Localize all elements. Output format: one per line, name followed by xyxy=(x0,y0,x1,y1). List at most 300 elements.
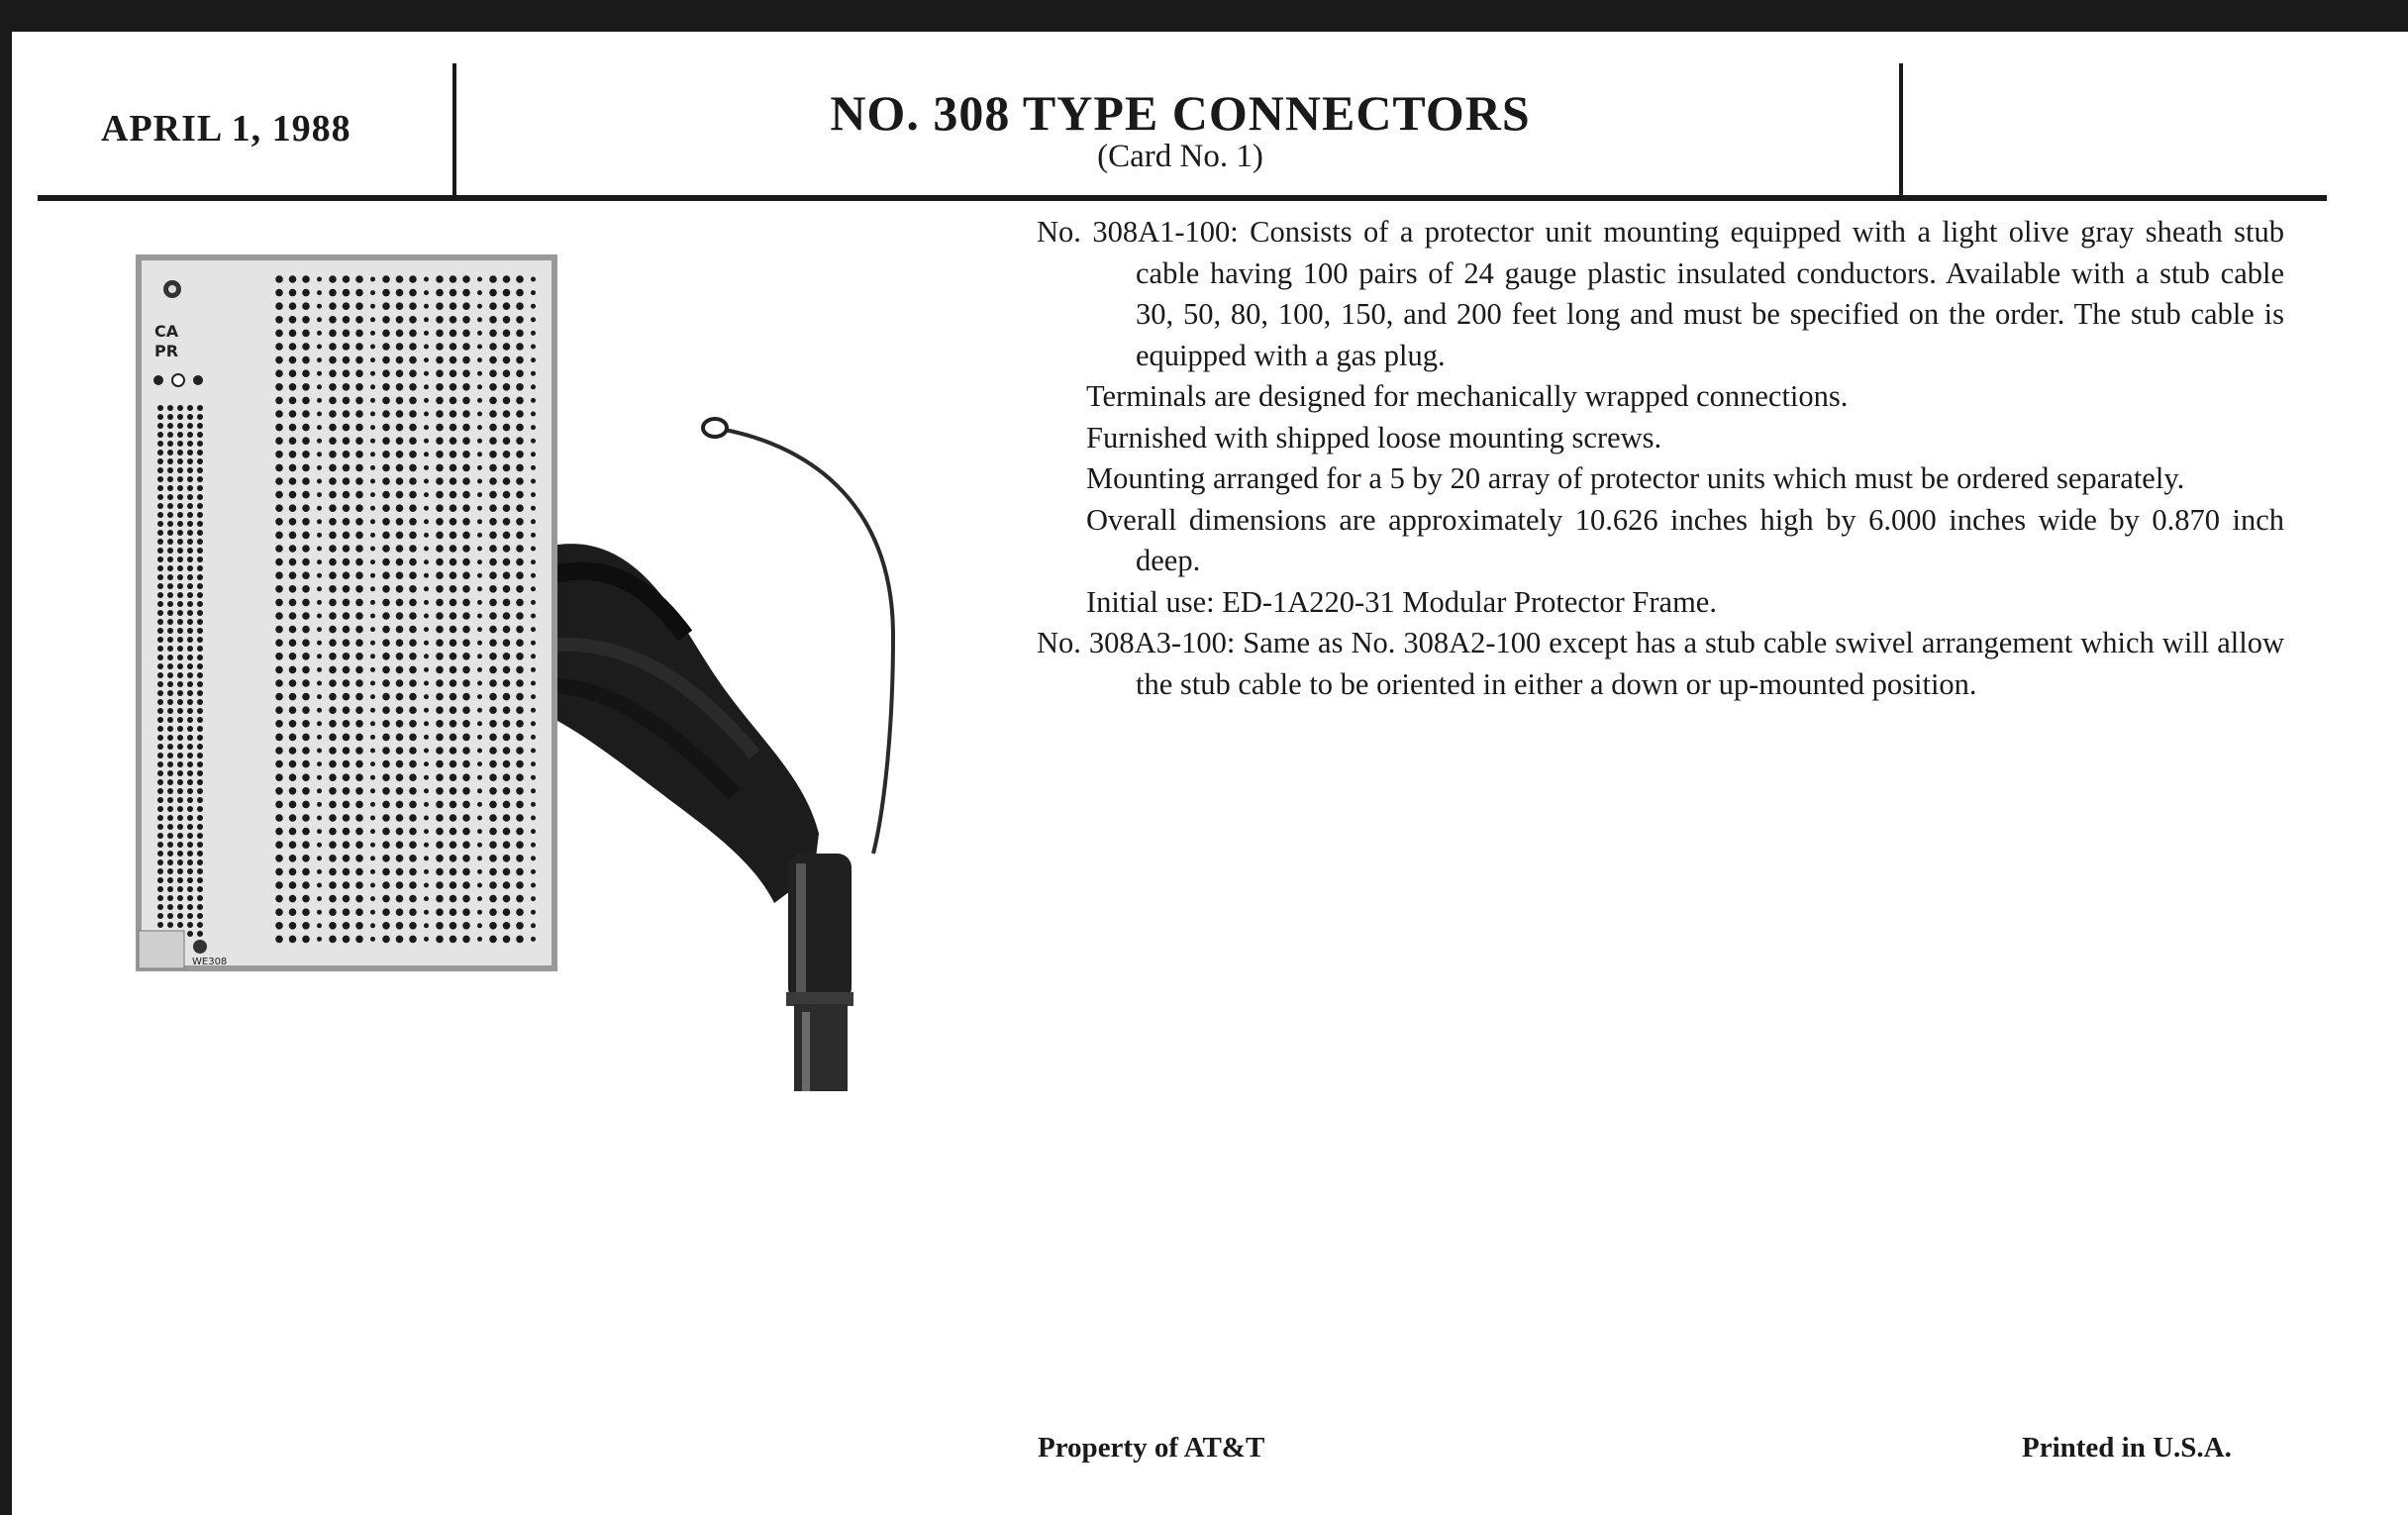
terminal-pin xyxy=(167,851,173,857)
terminal-pin xyxy=(450,626,457,634)
terminal-pin xyxy=(167,735,173,741)
terminal-pin xyxy=(275,518,283,526)
terminal-pin xyxy=(462,760,470,768)
terminal-pin xyxy=(317,708,322,713)
terminal-pin xyxy=(382,855,390,862)
terminal-pin xyxy=(396,828,404,836)
terminal-pin xyxy=(289,424,297,432)
terminal-pin xyxy=(409,841,417,849)
terminal-pin xyxy=(516,316,524,324)
terminal-pin xyxy=(370,357,375,362)
terminal-pin xyxy=(503,504,511,512)
terminal-pin xyxy=(396,626,404,634)
terminal-pin xyxy=(382,801,390,809)
terminal-pin xyxy=(197,797,203,803)
terminal-pin xyxy=(382,545,390,553)
panel-indicator-dot xyxy=(153,375,163,385)
terminal-pin xyxy=(157,583,163,589)
terminal-pin xyxy=(477,843,482,848)
terminal-pin xyxy=(370,290,375,295)
paragraph-dimensions: Overall dimensions are approximately 10.626 inches high by 6.000 inches wide by 0.870 inch deep. xyxy=(1086,502,2284,577)
terminal-pin xyxy=(409,369,417,377)
terminal-pin xyxy=(167,842,173,848)
terminal-pin xyxy=(436,532,444,540)
terminal-pin xyxy=(409,302,417,310)
terminal-pin xyxy=(177,726,183,732)
terminal-pin xyxy=(531,694,536,699)
terminal-pin xyxy=(396,585,404,593)
terminal-pin xyxy=(424,761,429,766)
terminal-pin xyxy=(329,639,337,647)
terminal-pin xyxy=(436,558,444,566)
terminal-pin xyxy=(424,775,429,780)
terminal-pin xyxy=(343,275,351,283)
terminal-pin xyxy=(317,788,322,793)
terminal-pin xyxy=(317,559,322,564)
terminal-pin xyxy=(329,330,337,338)
terminal-pin xyxy=(197,877,203,883)
terminal-pin xyxy=(424,896,429,901)
terminal-pin xyxy=(382,841,390,849)
terminal-pin xyxy=(187,485,193,491)
terminal-pin xyxy=(489,464,497,472)
terminal-pin xyxy=(424,573,429,578)
terminal-pin xyxy=(409,747,417,755)
terminal-pin xyxy=(275,397,283,405)
terminal-pin xyxy=(396,424,404,432)
terminal-pin xyxy=(329,585,337,593)
terminal-pin xyxy=(187,690,193,696)
terminal-pin xyxy=(343,491,351,499)
terminal-pin xyxy=(462,734,470,742)
terminal-pin xyxy=(167,770,173,776)
terminal-pin xyxy=(424,749,429,754)
terminal-pin xyxy=(424,788,429,793)
terminal-pin xyxy=(187,414,193,420)
catalog-card xyxy=(12,32,2408,1515)
terminal-pin xyxy=(477,761,482,766)
terminal-pin xyxy=(503,747,511,755)
terminal-pin xyxy=(450,922,457,930)
cable-jacket-band xyxy=(786,992,853,1006)
terminal-pin xyxy=(436,787,444,795)
terminal-pin xyxy=(436,814,444,822)
terminal-pin xyxy=(396,491,404,499)
terminal-pin xyxy=(450,908,457,916)
terminal-pin xyxy=(289,369,297,377)
terminal-pin xyxy=(302,330,310,338)
terminal-pin xyxy=(503,639,511,647)
terminal-pin xyxy=(436,302,444,310)
terminal-pin xyxy=(302,747,310,755)
terminal-pin xyxy=(503,666,511,674)
terminal-pin xyxy=(157,922,163,928)
terminal-pin xyxy=(317,479,322,484)
terminal-pin xyxy=(382,814,390,822)
terminal-pin xyxy=(424,371,429,376)
terminal-pin xyxy=(531,721,536,726)
terminal-pin xyxy=(477,869,482,874)
terminal-pin xyxy=(329,855,337,862)
terminal-pin xyxy=(187,770,193,776)
terminal-pin xyxy=(329,922,337,930)
terminal-pin xyxy=(317,843,322,848)
terminal-pin xyxy=(197,583,203,589)
terminal-pin xyxy=(355,558,363,566)
terminal-pin xyxy=(329,532,337,540)
terminal-pin xyxy=(157,574,163,580)
terminal-pin xyxy=(289,343,297,351)
terminal-pin xyxy=(409,599,417,607)
terminal-pin xyxy=(329,451,337,458)
terminal-pin xyxy=(167,788,173,794)
terminal-pin xyxy=(167,761,173,767)
terminal-pin xyxy=(396,275,404,283)
terminal-pin xyxy=(187,753,193,758)
terminal-pin xyxy=(329,397,337,405)
terminal-pin xyxy=(462,491,470,499)
terminal-pin xyxy=(157,690,163,696)
terminal-pin xyxy=(436,289,444,297)
terminal-pin xyxy=(317,317,322,322)
terminal-pin xyxy=(503,801,511,809)
terminal-pin xyxy=(477,788,482,793)
terminal-pin xyxy=(516,693,524,701)
terminal-pin xyxy=(187,699,193,705)
terminal-pin xyxy=(409,881,417,889)
terminal-pin xyxy=(355,356,363,364)
terminal-pin xyxy=(409,801,417,809)
terminal-pin xyxy=(157,405,163,411)
terminal-pin xyxy=(157,886,163,892)
terminal-pin xyxy=(197,788,203,794)
terminal-pin xyxy=(167,833,173,839)
terminal-pin xyxy=(187,842,193,848)
card-date: APRIL 1, 1988 xyxy=(101,108,351,150)
terminal-pin xyxy=(275,787,283,795)
terminal-pin xyxy=(275,437,283,445)
terminal-pin xyxy=(275,585,283,593)
terminal-pin xyxy=(462,585,470,593)
terminal-pin xyxy=(302,343,310,351)
terminal-pin xyxy=(177,744,183,750)
terminal-pin xyxy=(382,599,390,607)
terminal-pin xyxy=(167,441,173,447)
terminal-pin xyxy=(450,275,457,283)
terminal-pin xyxy=(531,641,536,646)
terminal-pin xyxy=(462,369,470,377)
terminal-pin xyxy=(177,770,183,776)
terminal-pin xyxy=(355,491,363,499)
terminal-pin xyxy=(329,841,337,849)
terminal-pin xyxy=(167,512,173,518)
terminal-pin xyxy=(177,485,183,491)
terminal-pin xyxy=(516,424,524,432)
panel-label-bottom: PR xyxy=(154,342,179,360)
terminal-pin xyxy=(436,424,444,432)
terminal-pin xyxy=(450,666,457,674)
terminal-pin xyxy=(329,881,337,889)
terminal-pin xyxy=(329,383,337,391)
terminal-pin xyxy=(187,574,193,580)
terminal-pin xyxy=(489,679,497,687)
terminal-pin xyxy=(343,747,351,755)
terminal-pin xyxy=(462,518,470,526)
terminal-pin xyxy=(382,936,390,944)
card-subtitle: (Card No. 1) xyxy=(1097,139,1263,174)
terminal-pin xyxy=(382,343,390,351)
terminal-pin xyxy=(477,856,482,860)
terminal-pin xyxy=(197,663,203,669)
terminal-pin xyxy=(424,667,429,672)
terminal-pin xyxy=(489,330,497,338)
terminal-pin xyxy=(531,816,536,821)
terminal-pin xyxy=(177,877,183,883)
terminal-pin xyxy=(329,626,337,634)
terminal-pin xyxy=(503,679,511,687)
terminal-pin xyxy=(531,519,536,524)
terminal-pin xyxy=(436,639,444,647)
terminal-pin xyxy=(275,760,283,768)
terminal-pin xyxy=(409,828,417,836)
terminal-pin xyxy=(503,936,511,944)
terminal-pin xyxy=(343,922,351,930)
terminal-pin xyxy=(436,356,444,364)
terminal-pin xyxy=(489,747,497,755)
panel-marking: WE308 xyxy=(192,957,228,967)
terminal-pin xyxy=(516,841,524,849)
terminal-pin xyxy=(396,518,404,526)
terminal-pin xyxy=(503,881,511,889)
terminal-pin xyxy=(355,773,363,781)
terminal-pin xyxy=(503,518,511,526)
terminal-pin xyxy=(450,518,457,526)
terminal-pin xyxy=(462,571,470,579)
terminal-pin xyxy=(370,547,375,552)
terminal-pin xyxy=(516,397,524,405)
terminal-pin xyxy=(343,693,351,701)
terminal-pin xyxy=(197,761,203,767)
terminal-pin xyxy=(409,410,417,418)
terminal-pin xyxy=(302,855,310,862)
terminal-pin xyxy=(289,626,297,634)
terminal-pin xyxy=(177,859,183,865)
terminal-pin xyxy=(489,881,497,889)
terminal-pin xyxy=(382,518,390,526)
terminal-pin xyxy=(187,450,193,455)
terminal-pin xyxy=(424,345,429,350)
terminal-pin xyxy=(355,626,363,634)
terminal-pin xyxy=(409,356,417,364)
terminal-pin xyxy=(302,626,310,634)
terminal-pin xyxy=(177,592,183,598)
terminal-pin xyxy=(167,655,173,660)
terminal-pin xyxy=(477,735,482,740)
terminal-pin xyxy=(197,753,203,758)
terminal-pin xyxy=(436,653,444,660)
terminal-pin xyxy=(382,895,390,903)
terminal-pin xyxy=(197,485,203,491)
terminal-pin xyxy=(157,681,163,687)
terminal-pin xyxy=(450,585,457,593)
terminal-pin xyxy=(197,467,203,473)
terminal-pin xyxy=(343,545,351,553)
terminal-pin xyxy=(436,626,444,634)
terminal-pin xyxy=(329,653,337,660)
terminal-pin xyxy=(370,708,375,713)
terminal-pin xyxy=(317,547,322,552)
terminal-pin xyxy=(329,612,337,620)
terminal-pin xyxy=(317,277,322,282)
terminal-pin xyxy=(370,735,375,740)
terminal-pin xyxy=(396,289,404,297)
terminal-pin xyxy=(450,369,457,377)
terminal-pin xyxy=(343,504,351,512)
terminal-pin xyxy=(477,412,482,417)
terminal-pin xyxy=(503,289,511,297)
terminal-pin xyxy=(343,464,351,472)
terminal-pin xyxy=(157,539,163,545)
terminal-pin xyxy=(167,877,173,883)
terminal-pin xyxy=(177,672,183,678)
terminal-pin xyxy=(489,612,497,620)
terminal-pin xyxy=(409,464,417,472)
terminal-pin xyxy=(157,744,163,750)
terminal-pin xyxy=(462,720,470,728)
terminal-pin xyxy=(370,506,375,511)
terminal-pin xyxy=(489,437,497,445)
terminal-pin xyxy=(275,734,283,742)
terminal-pin xyxy=(329,491,337,499)
terminal-pin xyxy=(187,913,193,919)
terminal-pin xyxy=(177,681,183,687)
terminal-pin xyxy=(424,304,429,309)
terminal-pin xyxy=(382,706,390,714)
terminal-pin xyxy=(187,806,193,812)
terminal-pin xyxy=(489,626,497,634)
terminal-pin xyxy=(477,439,482,444)
terminal-pin xyxy=(436,720,444,728)
terminal-pin xyxy=(289,275,297,283)
terminal-pin xyxy=(436,410,444,418)
terminal-pin xyxy=(477,465,482,470)
terminal-pin xyxy=(516,868,524,876)
terminal-pin xyxy=(424,439,429,444)
terminal-pin xyxy=(343,639,351,647)
terminal-pin xyxy=(157,913,163,919)
terminal-pin xyxy=(343,936,351,944)
terminal-pin xyxy=(503,599,511,607)
terminal-pin xyxy=(370,492,375,497)
terminal-pin xyxy=(197,895,203,901)
terminal-pin xyxy=(382,383,390,391)
terminal-pin xyxy=(516,383,524,391)
terminal-pin xyxy=(289,734,297,742)
terminal-pin xyxy=(531,654,536,658)
terminal-pin xyxy=(157,646,163,652)
terminal-pin xyxy=(167,423,173,429)
terminal-pin xyxy=(516,787,524,795)
terminal-pin xyxy=(187,744,193,750)
terminal-pin xyxy=(167,663,173,669)
terminal-pin xyxy=(157,548,163,554)
terminal-pin xyxy=(477,883,482,888)
terminal-pin xyxy=(157,726,163,732)
terminal-pin xyxy=(343,787,351,795)
terminal-pin xyxy=(462,626,470,634)
terminal-pin xyxy=(355,518,363,526)
terminal-pin xyxy=(302,477,310,485)
terminal-pin xyxy=(177,565,183,571)
terminal-pin xyxy=(477,331,482,336)
terminal-pin xyxy=(396,747,404,755)
terminal-pin xyxy=(343,369,351,377)
terminal-pin xyxy=(450,773,457,781)
terminal-pin xyxy=(275,720,283,728)
terminal-pin xyxy=(355,881,363,889)
terminal-pin xyxy=(197,806,203,812)
terminal-pin xyxy=(424,802,429,807)
terminal-pin xyxy=(177,868,183,874)
terminal-pin xyxy=(355,693,363,701)
terminal-pin xyxy=(489,532,497,540)
terminal-pin xyxy=(370,371,375,376)
terminal-pin xyxy=(516,908,524,916)
terminal-pin xyxy=(382,734,390,742)
terminal-pin xyxy=(167,565,173,571)
terminal-pin xyxy=(177,494,183,500)
terminal-pin xyxy=(355,275,363,283)
terminal-pin xyxy=(382,316,390,324)
terminal-pin xyxy=(317,896,322,901)
header-divider-left xyxy=(452,63,456,200)
terminal-pin xyxy=(462,868,470,876)
terminal-pin xyxy=(302,451,310,458)
terminal-pin xyxy=(275,571,283,579)
terminal-pin xyxy=(187,779,193,785)
connector-photo xyxy=(121,220,933,1091)
terminal-pin xyxy=(355,747,363,755)
terminal-pin xyxy=(302,908,310,916)
terminal-pin xyxy=(302,289,310,297)
terminal-pin xyxy=(409,773,417,781)
terminal-pin xyxy=(317,586,322,591)
terminal-pin xyxy=(343,437,351,445)
terminal-pin xyxy=(503,558,511,566)
terminal-pin xyxy=(516,275,524,283)
terminal-pin xyxy=(370,586,375,591)
terminal-pin xyxy=(289,464,297,472)
terminal-pin xyxy=(329,518,337,526)
terminal-pin xyxy=(343,828,351,836)
terminal-pin xyxy=(317,775,322,780)
terminal-pin xyxy=(477,681,482,686)
terminal-pin xyxy=(462,343,470,351)
terminal-pin xyxy=(177,904,183,910)
terminal-pin xyxy=(424,506,429,511)
terminal-pin xyxy=(289,491,297,499)
terminal-pin xyxy=(289,330,297,338)
terminal-pin xyxy=(489,410,497,418)
terminal-pin xyxy=(531,829,536,834)
terminal-pin xyxy=(462,477,470,485)
terminal-pin xyxy=(187,824,193,830)
terminal-pin xyxy=(382,773,390,781)
terminal-pin xyxy=(436,464,444,472)
terminal-pin xyxy=(187,833,193,839)
terminal-pin xyxy=(516,491,524,499)
terminal-pin xyxy=(275,491,283,499)
